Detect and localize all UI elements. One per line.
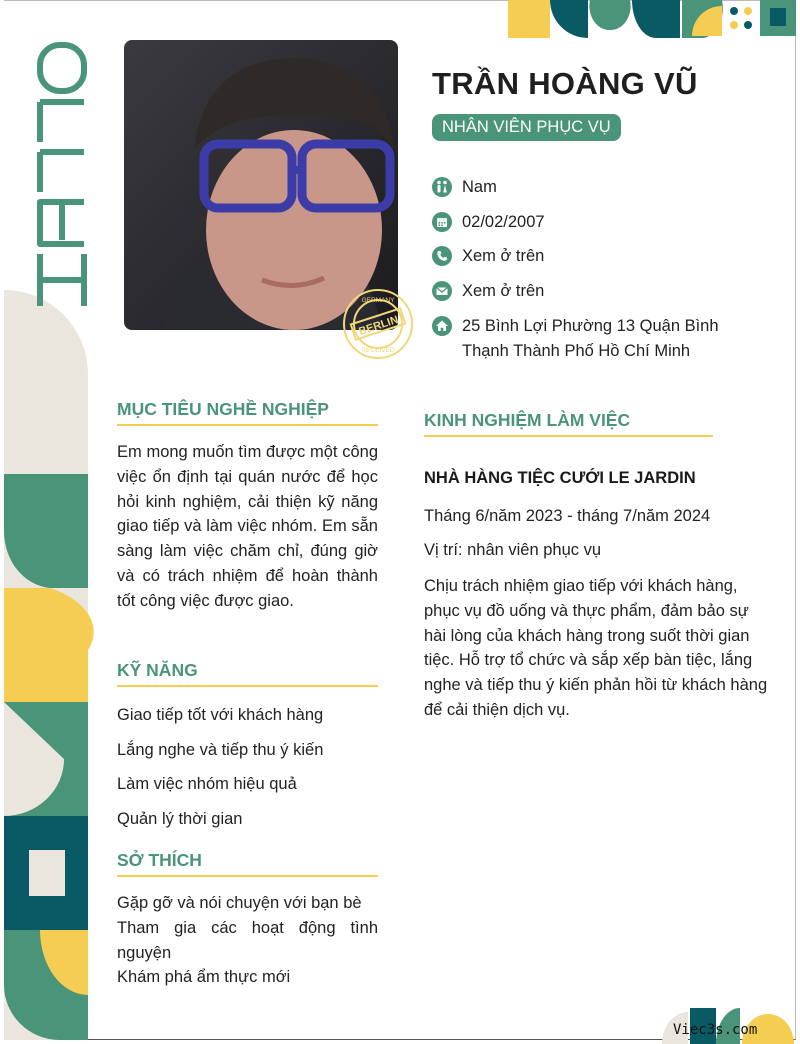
email-value: Xem ở trên: [462, 282, 545, 300]
hobby-item: Khám phá ẩm thực mới: [117, 968, 291, 986]
birthdate-value: 02/02/2007: [462, 213, 545, 231]
experience-heading: KINH NGHIỆM LÀM VIỆC: [424, 410, 713, 437]
svg-text:RECEIVED: RECEIVED: [361, 347, 395, 354]
calendar-icon: [432, 212, 452, 232]
hello-heading: [35, 40, 89, 312]
email-icon: [432, 281, 452, 301]
phone-icon: [432, 246, 452, 266]
svg-text:GERMANY: GERMANY: [361, 297, 395, 304]
info-address: [432, 314, 762, 364]
top-decoration: [508, 0, 796, 38]
berlin-stamp-icon: [340, 286, 416, 362]
watermark: Viec3s.com: [673, 1022, 758, 1038]
phone-value: Xem ở trên: [462, 247, 545, 265]
work-position: Vị trí: nhân viên phục vụ: [424, 541, 602, 559]
info-birthdate: [432, 210, 762, 235]
work-period: Tháng 6/năm 2023 - tháng 7/năm 2024: [424, 507, 711, 525]
hobby-item: Gặp gỡ và nói chuyện với bạn bè: [117, 894, 362, 912]
skill-item: Quản lý thời gian: [117, 810, 243, 828]
info-email: [432, 279, 762, 304]
svg-text:HELLO: HELLO: [35, 40, 39, 41]
gender-icon: [432, 177, 452, 197]
objective-text: Em mong muốn tìm được một công việc ổn định tại quán nước để học hỏi kinh nghiệm, cải thiện kỹ năng giao tiếp và làm việc nhóm. Em sẵn sàng làm việc chăm chỉ, đúng giờ và có trách nhiệm để hoàn thành tốt công việc được giao.: [117, 443, 378, 610]
svg-text:BERLIN: BERLIN: [357, 313, 400, 338]
home-icon: [432, 316, 452, 336]
hobby-item: Tham gia các hoạt động tình nguyện: [117, 919, 378, 962]
job-title-badge: NHÂN VIÊN PHỤC VỤ: [432, 114, 621, 141]
info-phone: [432, 244, 762, 269]
work-description: Chịu trách nhiệm giao tiếp với khách hàng, phục vụ đồ uống và thực phẩm, đảm bảo sự hài lòng của khách hàng trong suốt thời gian tiệc. Hỗ trợ tổ chức và sắp xếp bàn tiệc, lắng nghe và tiếp thu ý kiến phản hồi từ khách hàng để cải thiện dịch vụ.: [424, 577, 768, 719]
info-gender: [432, 175, 762, 200]
skill-item: Giao tiếp tốt với khách hàng: [117, 706, 324, 724]
skills-heading: KỸ NĂNG: [117, 660, 378, 687]
skill-item: Lắng nghe và tiếp thu ý kiến: [117, 741, 324, 759]
address-value: 25 Bình Lợi Phường 13 Quận Bình Thạnh Thành Phố Hồ Chí Minh: [462, 317, 719, 360]
objective-heading: MỤC TIÊU NGHỀ NGHIỆP: [117, 399, 378, 426]
gender-value: Nam: [462, 178, 497, 196]
skill-item: Làm việc nhóm hiệu quả: [117, 775, 297, 793]
hobbies-heading: SỞ THÍCH: [117, 850, 378, 877]
candidate-name: TRẦN HOÀNG VŨ: [432, 66, 698, 101]
company-name: NHÀ HÀNG TIỆC CƯỚI LE JARDIN: [424, 469, 696, 487]
